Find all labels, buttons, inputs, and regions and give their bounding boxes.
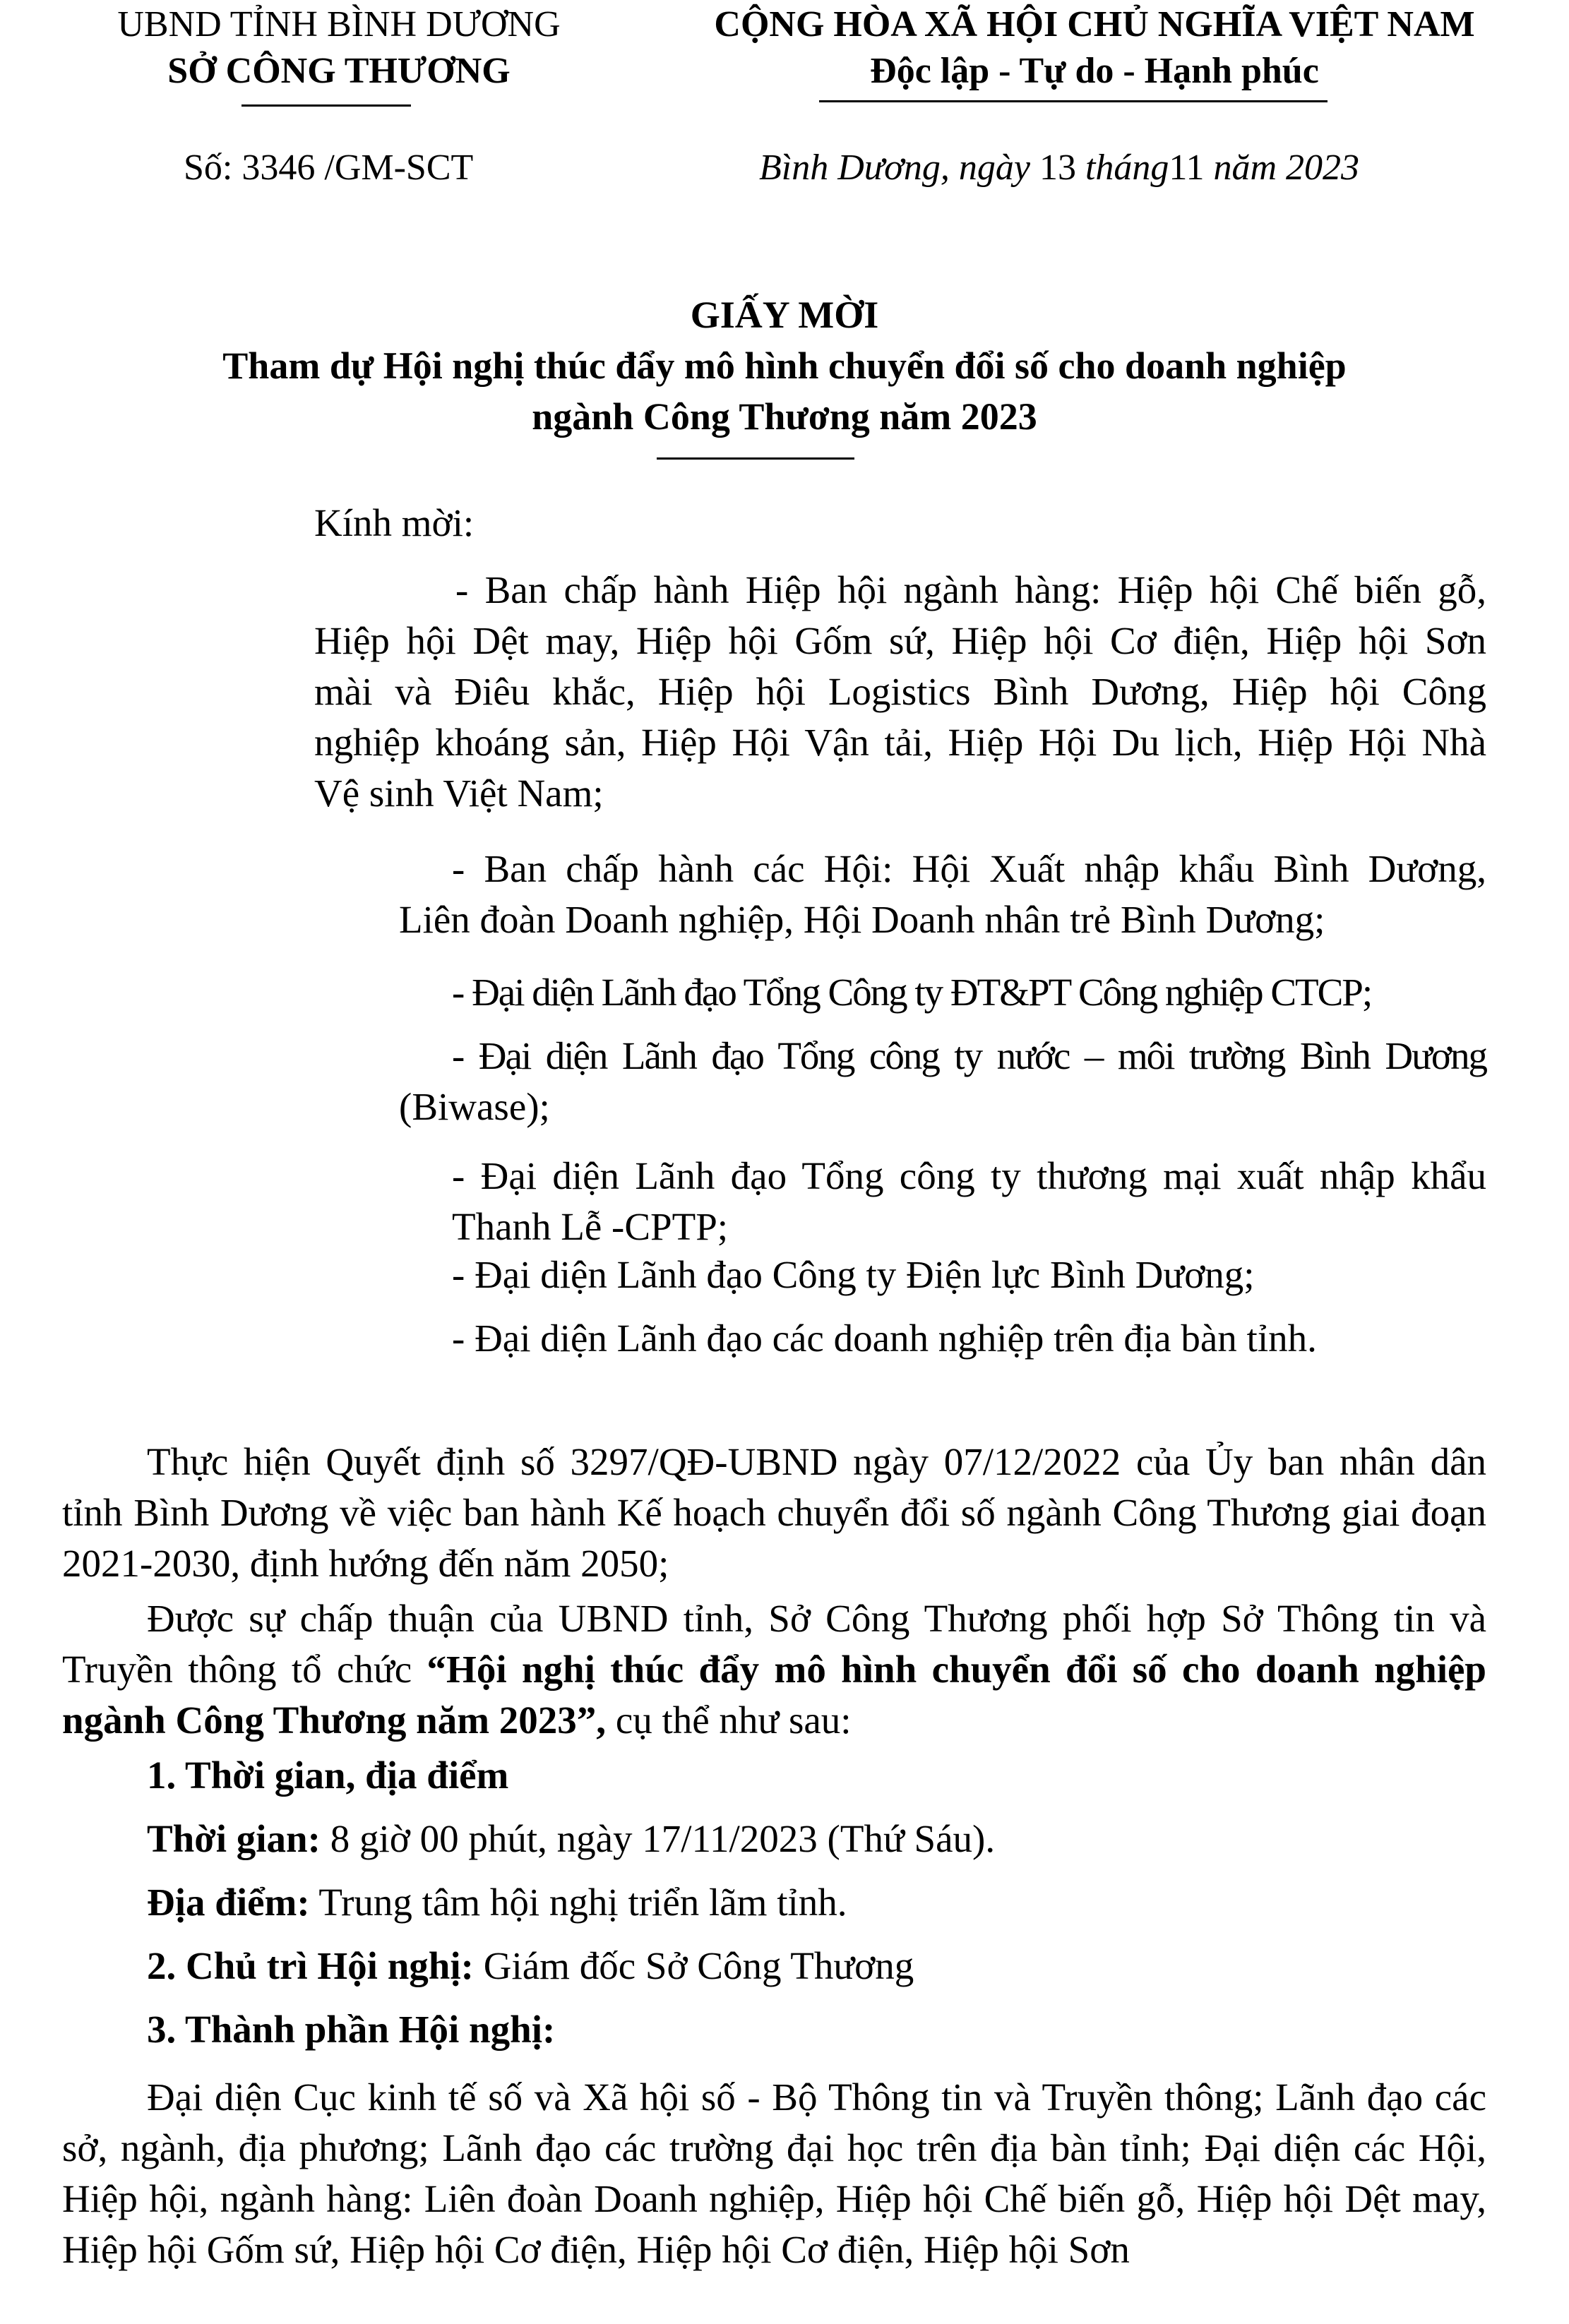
invitee-line: - Ban chấp hành các Hội: Hội Xuất nhập khẩu Bình Dương, [452, 847, 1486, 890]
national-header [636, 1, 1553, 95]
body-paragraph-1: Thực hiện Quyết định số 3297/QĐ-UBND ngày 07/12/2022 của Ủy ban nhân dân tỉnh Bình Dương về việc ban hành Kế hoạch chuyển đổi số ngành Công Thương giai đoạn 2021-2030, định hướng đến năm 2050; [62, 1440, 1486, 1585]
number-prefix: Số: [184, 148, 233, 188]
invitee-line: nghiệp khoáng sản, Hiệp Hội Vận tải, Hiệp Hội Du lịch, Hiệp Hội Nhà [314, 721, 1486, 764]
invitee-line: Thanh Lễ -CPTP; [452, 1205, 729, 1248]
invitee-line: (Biwase); [399, 1085, 550, 1128]
invitee-line: - Ban chấp hành Hiệp hội ngành hàng: Hiệp hội Chế biến gỗ, [455, 568, 1486, 611]
date-text: Bình Dương, ngày [759, 148, 1030, 188]
invitee-item-4 [399, 1031, 1486, 1132]
section-2-value: Giám đốc Sở Công Thương [474, 1944, 914, 1987]
document-body [62, 1437, 1486, 2275]
date-day: 13 [1039, 148, 1076, 188]
number-suffix: /GM-SCT [324, 148, 474, 188]
title-underline [657, 457, 854, 460]
section-3-heading: 3. Thành phần Hội nghị: [147, 2008, 556, 2051]
section-1-heading: 1. Thời gian, địa điểm [147, 1754, 509, 1797]
section-2-line [62, 1941, 1486, 1991]
invitee-item-3: - Đại diện Lãnh đạo Tổng Công ty ĐT&PT Công nghiệp CTCP; [452, 971, 1372, 1014]
place-line [62, 1877, 1486, 1928]
time-value: 8 giờ 00 phút, ngày 17/11/2023 (Thứ Sáu). [320, 1817, 996, 1860]
time-line [62, 1814, 1486, 1864]
place-label: Địa điểm: [147, 1881, 310, 1924]
date-month: 11 [1169, 148, 1205, 188]
title-line-2: ngành Công Thương năm 2023 [532, 395, 1037, 438]
time-label: Thời gian: [147, 1817, 321, 1860]
date-text: tháng [1085, 148, 1169, 188]
invitee-item-5 [452, 1151, 1486, 1252]
title-line-1: Tham dự Hội nghị thúc đẩy mô hình chuyển đổi số cho doanh nghiệp [222, 345, 1347, 387]
invitee-item-6: - Đại diện Lãnh đạo Công ty Điện lực Bình Dương; [452, 1253, 1255, 1296]
invitee-line: Liên đoàn Doanh nghiệp, Hội Doanh nhân trẻ Bình Dương; [399, 898, 1325, 941]
section-2-label: 2. Chủ trì Hội nghị: [147, 1944, 474, 1987]
body-paragraph-2 [62, 1593, 1486, 1746]
invitee-item-2 [399, 844, 1486, 945]
date-text: năm 2023 [1213, 148, 1360, 188]
invitee-line: mài và Điêu khắc, Hiệp hội Logistics Bình Dương, Hiệp hội Công [314, 670, 1486, 713]
para2-text: cụ thể như sau: [606, 1699, 852, 1742]
invitee-line: Vệ sinh Việt Nam; [314, 772, 604, 815]
place-value: Trung tâm hội nghị triển lãm tỉnh. [309, 1881, 847, 1924]
national-name: CỘNG HÒA XÃ HỘI CHỦ NGHĨA VIỆT NAM [714, 4, 1475, 44]
invitee-line: Hiệp hội Dệt may, Hiệp hội Gốm sứ, Hiệp hội Cơ điện, Hiệp hội Sơn [314, 619, 1486, 662]
invitee-line: - Đại diện Lãnh đạo Tổng công ty thương mại xuất nhập khẩu [452, 1154, 1486, 1197]
section-3-text: Đại diện Cục kinh tế số và Xã hội số - Bộ Thông tin và Truyền thông; Lãnh đạo các sở, ngành, địa phương; Lãnh đạo các trường đại học trên địa bàn tỉnh; Đại diện các Hội, Hiệp hội, ngành hàng: Liên đoàn Doanh nghiệp, Hiệp hội Chế biến gỗ, Hiệp hội Dệt may, Hiệp hội Gốm sứ, Hiệp hội Cơ điện, Hiệp hội Cơ điện, Hiệp hội Sơn [62, 2076, 1486, 2271]
document-number [184, 145, 473, 191]
motto-underline [819, 100, 1328, 102]
agency-underline [241, 104, 411, 107]
national-motto: Độc lập - Tự do - Hạnh phúc [870, 51, 1319, 91]
document-title [0, 289, 1569, 442]
conference-name: “Hội nghị thúc đẩy mô hình chuyển đổi số cho doanh nghiệp ngành Công Thương năm 2023”, [62, 1648, 1486, 1742]
invitee-item-7: - Đại diện Lãnh đạo các doanh nghiệp trên địa bàn tỉnh. [452, 1317, 1317, 1360]
parent-agency: UBND TỈNH BÌNH DƯƠNG [117, 4, 561, 44]
invitees-label: Kính mời: [314, 501, 475, 544]
invitee-line: - Đại diện Lãnh đạo Tổng công ty nước – môi trường Bình Dương [452, 1034, 1486, 1077]
invitee-item-1 [314, 565, 1486, 819]
issue-date [759, 145, 1359, 191]
agency-header [85, 1, 593, 95]
number-value: 3346 [241, 148, 316, 188]
title-heading: GIẤY MỜI [690, 294, 879, 336]
issuing-agency: SỞ CÔNG THƯƠNG [167, 51, 511, 91]
para2-text: Được sự chấp thuận của UBND tỉnh, Sở Công Thương phối hợp Sở Thông tin và Truyền thông tổ chức [62, 1597, 1486, 1691]
